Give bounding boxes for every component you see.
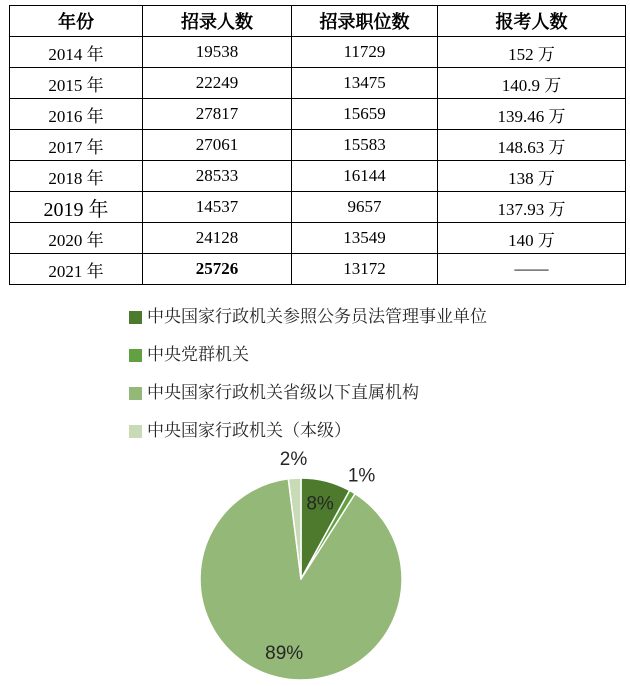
recruitment-table [9,5,626,285]
pie-legend [129,307,487,459]
table-cell-5-2: 9657 [292,192,438,223]
table-cell-6-2: 13549 [292,223,438,254]
table-cell-1-3: 140.9 万 [438,68,626,99]
table-cell-1-2: 13475 [292,68,438,99]
legend-label-3: 中央国家行政机关（本级） [147,421,351,440]
legend-color-swatch-icon [129,311,142,324]
legend-label-0: 中央国家行政机关参照公务员法管理事业单位 [147,307,487,326]
table-cell-2-1: 27817 [143,99,292,130]
table-row-6 [10,223,626,254]
table-cell-2-0: 2016 年 [10,99,143,130]
table-cell-5-3: 137.93 万 [438,192,626,223]
legend-item-0 [129,307,487,327]
table-cell-6-3: 140 万 [438,223,626,254]
table-cell-7-3: —— [438,254,626,285]
column-header-2: 招录职位数 [292,6,438,37]
pie-label-2: 89% [265,643,304,665]
legend-label-1: 中央党群机关 [147,345,249,364]
table-body [10,37,626,285]
table-cell-3-3: 148.63 万 [438,130,626,161]
legend-item-1 [129,345,487,365]
table-cell-1-0: 2015 年 [10,68,143,99]
column-header-1: 招录人数 [143,6,292,37]
table-row-1 [10,68,626,99]
table-cell-4-2: 16144 [292,161,438,192]
table-row-3 [10,130,626,161]
table-cell-5-0: 2019 年 [10,192,143,223]
pie-label-0: 8% [306,493,334,515]
table-cell-3-2: 15583 [292,130,438,161]
table-cell-7-2: 13172 [292,254,438,285]
legend-color-swatch-icon [129,349,142,362]
legend-color-swatch-icon [129,387,142,400]
table-cell-4-0: 2018 年 [10,161,143,192]
table-cell-6-0: 2020 年 [10,223,143,254]
table-cell-4-1: 28533 [143,161,292,192]
table-cell-0-3: 152 万 [438,37,626,68]
table-cell-0-2: 11729 [292,37,438,68]
table-cell-4-3: 138 万 [438,161,626,192]
table-row-5 [10,192,626,223]
table-cell-2-3: 139.46 万 [438,99,626,130]
table-cell-2-2: 15659 [292,99,438,130]
table-row-0 [10,37,626,68]
table-cell-5-1: 14537 [143,192,292,223]
table-header-row [10,6,626,37]
table-row-7 [10,254,626,285]
legend-label-2: 中央国家行政机关省级以下直属机构 [147,383,419,402]
table-head [10,6,626,37]
table-cell-3-1: 27061 [143,130,292,161]
table-cell-0-1: 19538 [143,37,292,68]
legend-color-swatch-icon [129,425,142,438]
table-row-2 [10,99,626,130]
legend-item-3 [129,421,487,441]
pie-label-1: 1% [347,465,376,487]
table-cell-1-1: 22249 [143,68,292,99]
table-cell-3-0: 2017 年 [10,130,143,161]
table-cell-0-0: 2014 年 [10,37,143,68]
column-header-3: 报考人数 [438,6,626,37]
table-cell-7-0: 2021 年 [10,254,143,285]
column-header-0: 年份 [10,6,143,37]
pie-chart [170,440,450,686]
table-cell-7-1: 25726 [143,254,292,285]
table-cell-6-1: 24128 [143,223,292,254]
pie-label-3: 2% [279,449,308,471]
table-row-4 [10,161,626,192]
legend-item-2 [129,383,487,403]
